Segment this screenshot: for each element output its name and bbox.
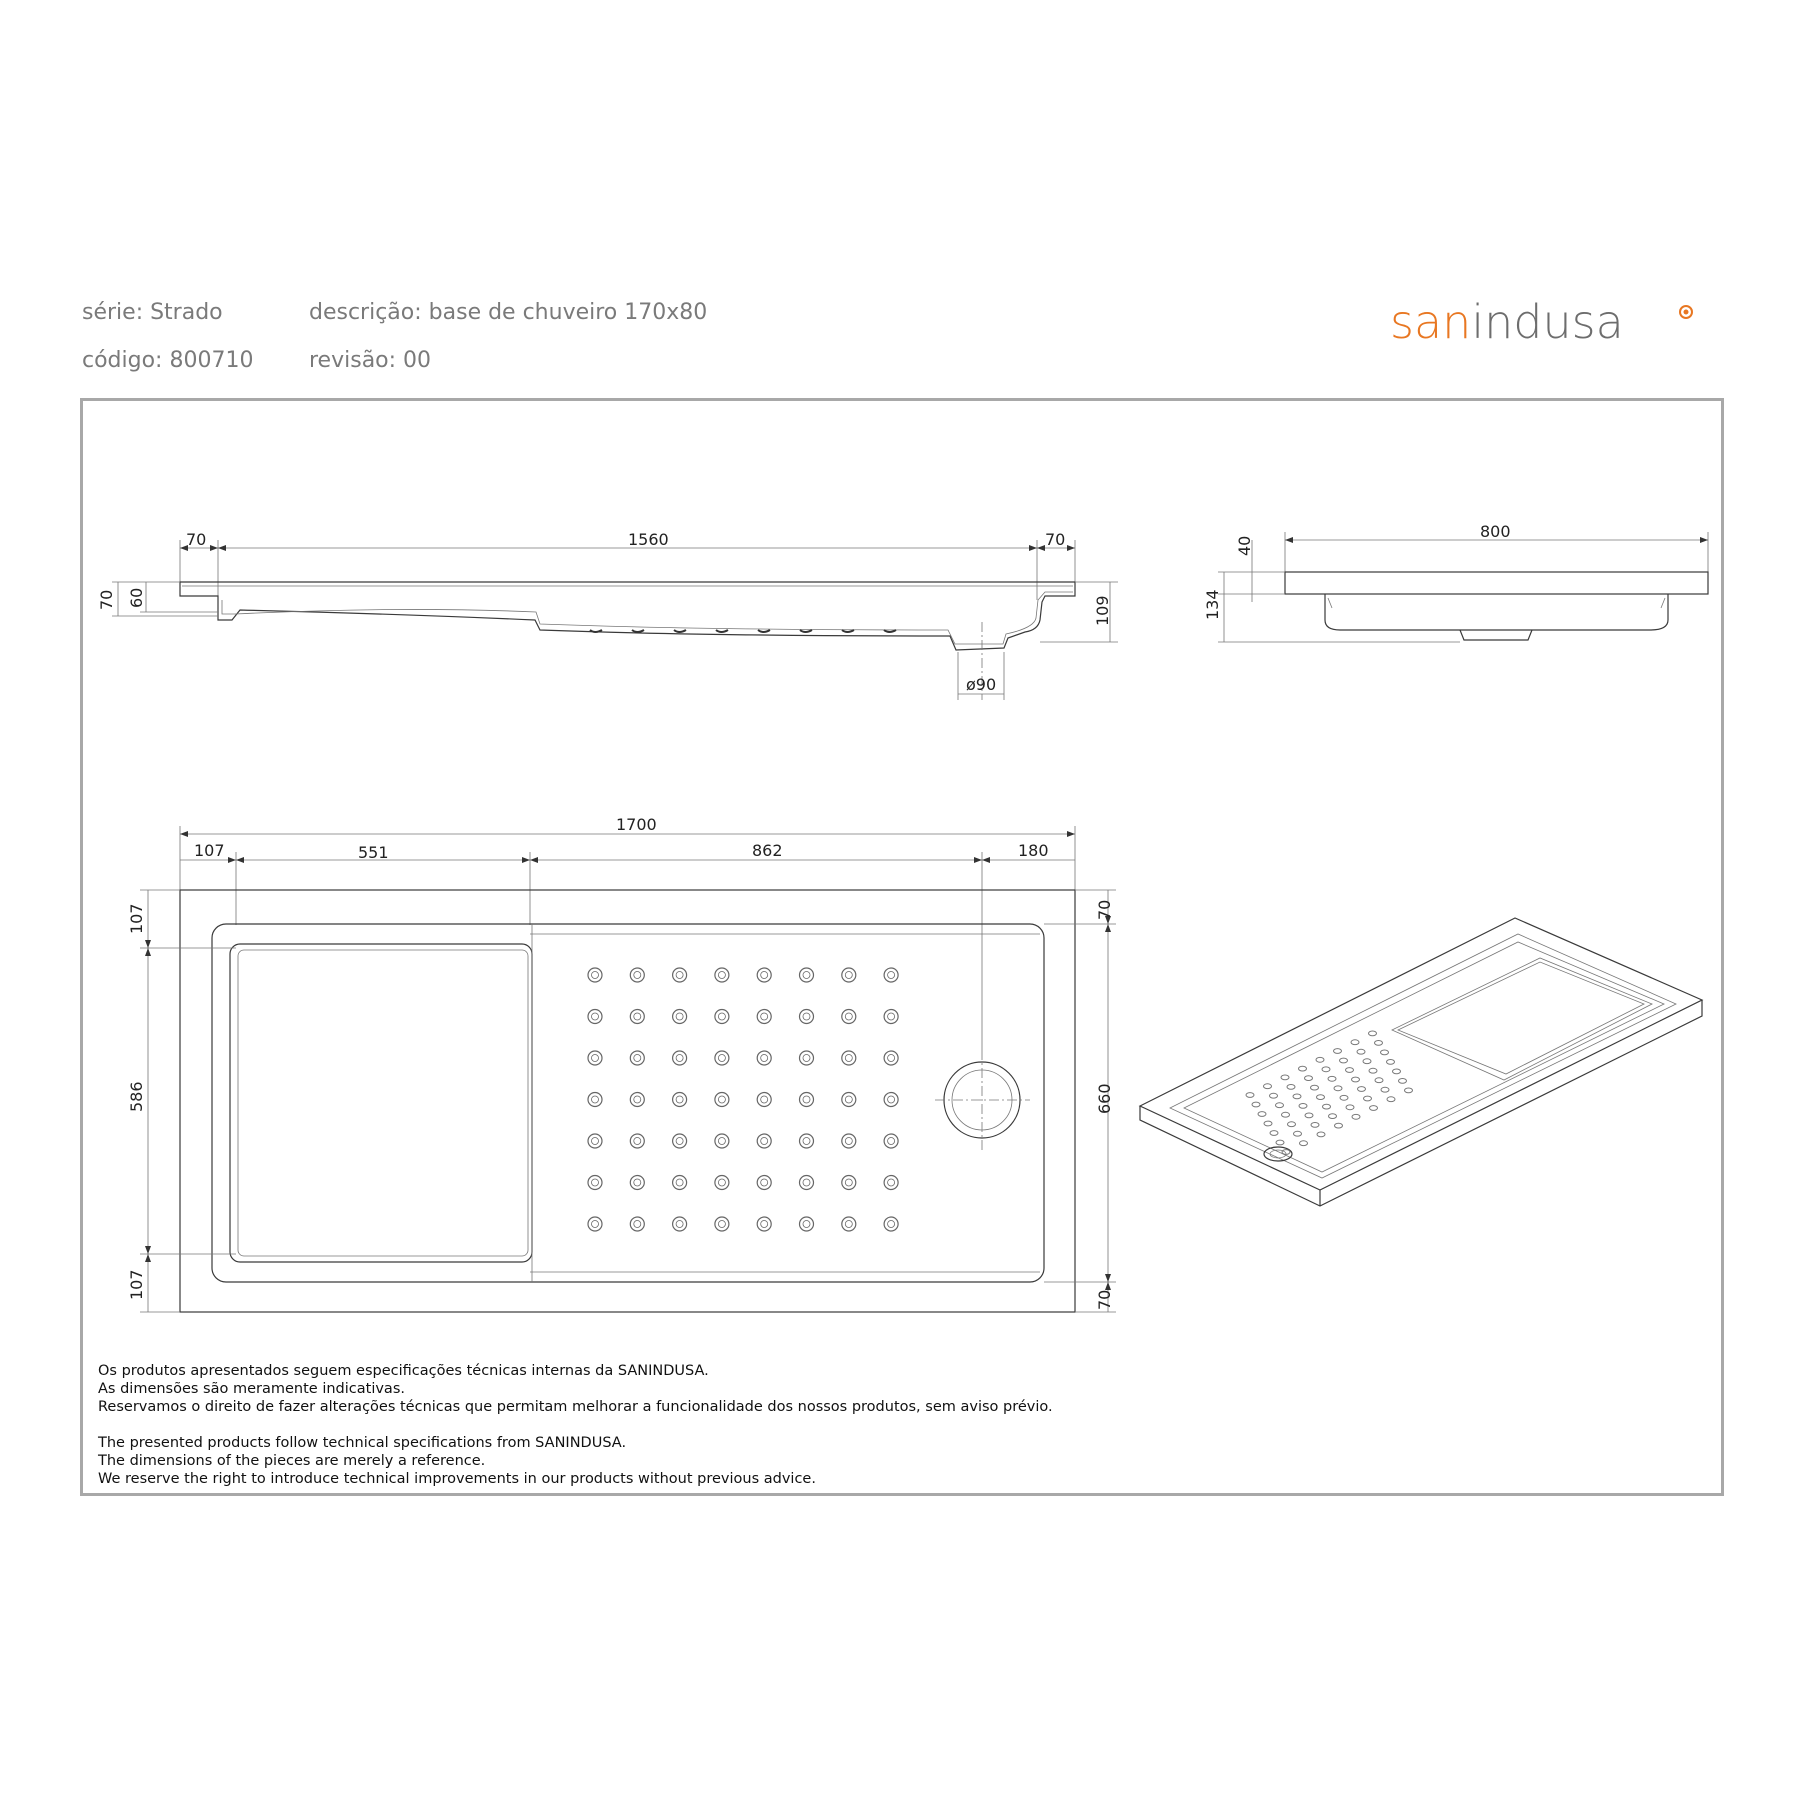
logo-part-indusa: indusa: [1471, 295, 1624, 349]
dot-inner: [592, 1221, 599, 1228]
code-label: código: 800710: [82, 348, 254, 373]
dim-end-top: 800: [1480, 522, 1511, 541]
iso-dot: [1399, 1079, 1407, 1084]
dim-plan-c: 862: [752, 841, 783, 860]
iso-dot: [1346, 1068, 1354, 1073]
dot-inner: [592, 1138, 599, 1145]
dot: [842, 1093, 856, 1107]
dot: [884, 1176, 898, 1190]
dot: [884, 1051, 898, 1065]
dot-inner: [888, 1055, 895, 1062]
dim-plan-right-top: 70: [1095, 899, 1114, 920]
dot-inner: [845, 1138, 852, 1145]
anti-slip-dots: [588, 968, 898, 1231]
dot: [715, 968, 729, 982]
iso-dot: [1293, 1094, 1301, 1099]
dot: [630, 1010, 644, 1024]
dot: [884, 968, 898, 982]
dot: [842, 1010, 856, 1024]
dot-inner: [592, 972, 599, 979]
dim-plan-right-bottom: 70: [1095, 1289, 1114, 1310]
dot: [715, 1051, 729, 1065]
dot: [800, 1093, 814, 1107]
dot-inner: [888, 1013, 895, 1020]
dot: [757, 1010, 771, 1024]
iso-dot: [1317, 1132, 1325, 1137]
dot: [800, 1217, 814, 1231]
dot: [800, 1134, 814, 1148]
iso-dot: [1276, 1103, 1284, 1108]
dim-drain-diameter: ø90: [966, 675, 997, 694]
dim-side-top-right: 70: [1045, 530, 1066, 549]
iso-dot: [1311, 1085, 1319, 1090]
iso-dot: [1370, 1106, 1378, 1111]
dot: [757, 1093, 771, 1107]
iso-dot: [1299, 1066, 1307, 1071]
note-pt-3: Reservamos o direito de fazer alterações técnicas que permitam melhorar a funcionalidade dos nossos produtos, sem aviso prévio.: [98, 1399, 1053, 1415]
dot-inner: [888, 1138, 895, 1145]
dim-plan-right-mid: 660: [1095, 1083, 1114, 1114]
dot: [842, 1134, 856, 1148]
dot: [673, 1093, 687, 1107]
dot-inner: [845, 1055, 852, 1062]
dot-inner: [676, 1138, 683, 1145]
iso-dot: [1381, 1087, 1389, 1092]
dot: [673, 1134, 687, 1148]
note-pt-2: As dimensões são meramente indicativas.: [98, 1381, 405, 1397]
dot: [842, 1176, 856, 1190]
dot: [715, 1134, 729, 1148]
dim-side-left-inner: 60: [127, 587, 146, 608]
dot-inner: [803, 1179, 810, 1186]
dot: [673, 1051, 687, 1065]
dot: [673, 1176, 687, 1190]
dot-inner: [761, 1179, 768, 1186]
dot-inner: [761, 1221, 768, 1228]
iso-dot: [1252, 1102, 1260, 1107]
dot-inner: [718, 1013, 725, 1020]
dot: [757, 1051, 771, 1065]
iso-dot: [1317, 1095, 1325, 1100]
dot-inner: [592, 1013, 599, 1020]
dot-inner: [676, 1096, 683, 1103]
dot: [800, 1176, 814, 1190]
dot: [673, 1010, 687, 1024]
dot-inner: [718, 1096, 725, 1103]
dot-inner: [761, 1013, 768, 1020]
iso-dot: [1288, 1122, 1296, 1127]
dot-inner: [761, 972, 768, 979]
dot: [715, 1010, 729, 1024]
logo-part-san: san: [1390, 295, 1472, 349]
dot-inner: [718, 1179, 725, 1186]
dot-inner: [803, 1096, 810, 1103]
isometric-view: [1140, 918, 1702, 1206]
iso-dot: [1387, 1060, 1395, 1065]
dot: [630, 1217, 644, 1231]
iso-dot: [1300, 1141, 1308, 1146]
dot: [588, 1093, 602, 1107]
iso-dot: [1357, 1049, 1365, 1054]
dot-inner: [845, 1179, 852, 1186]
dot-inner: [845, 1013, 852, 1020]
dot-inner: [761, 1138, 768, 1145]
dot-inner: [634, 1055, 641, 1062]
dot: [884, 1134, 898, 1148]
description-label: descrição: base de chuveiro 170x80: [309, 300, 708, 325]
iso-dot: [1282, 1112, 1290, 1117]
dot: [630, 968, 644, 982]
iso-dot: [1346, 1105, 1354, 1110]
dot-inner: [803, 1013, 810, 1020]
dim-plan-left-bottom: 107: [127, 1269, 146, 1300]
iso-dot: [1375, 1041, 1383, 1046]
revision-label: revisão: 00: [309, 348, 432, 373]
dot-inner: [803, 1055, 810, 1062]
dot: [588, 1134, 602, 1148]
dot: [630, 1093, 644, 1107]
notes-portuguese: [98, 1362, 1053, 1416]
dot: [588, 1176, 602, 1190]
iso-dot: [1358, 1087, 1366, 1092]
dot-inner: [803, 1138, 810, 1145]
note-en-2: The dimensions of the pieces are merely a reference.: [98, 1453, 486, 1469]
iso-dot: [1351, 1040, 1359, 1045]
dot-inner: [592, 1055, 599, 1062]
iso-dot: [1276, 1140, 1284, 1145]
iso-dot: [1305, 1113, 1313, 1118]
iso-dot: [1335, 1123, 1343, 1128]
dot-inner: [718, 1138, 725, 1145]
dot: [588, 968, 602, 982]
dot-inner: [592, 1096, 599, 1103]
iso-dot: [1363, 1059, 1371, 1064]
iso-dot: [1405, 1088, 1413, 1093]
end-elevation: [1203, 522, 1708, 642]
plan-view: [127, 815, 1116, 1312]
dot-inner: [676, 1013, 683, 1020]
side-elevation: [97, 530, 1118, 700]
dot: [757, 1176, 771, 1190]
note-en-3: We reserve the right to introduce technical improvements in our products without previous advice.: [98, 1471, 816, 1487]
dot: [884, 1010, 898, 1024]
dot-inner: [634, 972, 641, 979]
iso-dot: [1328, 1076, 1336, 1081]
series-label: série: Strado: [82, 300, 223, 325]
iso-dot: [1258, 1112, 1266, 1117]
dot: [588, 1051, 602, 1065]
dot-inner: [803, 1221, 810, 1228]
dot-inner: [718, 1221, 725, 1228]
iso-dot: [1364, 1096, 1372, 1101]
dot: [884, 1093, 898, 1107]
iso-dot: [1381, 1050, 1389, 1055]
iso-dot: [1393, 1069, 1401, 1074]
dot: [715, 1176, 729, 1190]
note-en-1: The presented products follow technical specifications from SANINDUSA.: [98, 1435, 627, 1451]
dot-inner: [845, 1096, 852, 1103]
dot-inner: [634, 1013, 641, 1020]
note-pt-1: Os produtos apresentados seguem especificações técnicas internas da SANINDUSA.: [98, 1363, 709, 1379]
dim-plan-left-top: 107: [127, 903, 146, 934]
iso-dot: [1322, 1067, 1330, 1072]
dot: [588, 1217, 602, 1231]
dim-side-top-mid: 1560: [628, 530, 669, 549]
iso-dot: [1340, 1058, 1348, 1063]
iso-dot: [1311, 1123, 1319, 1128]
dot-inner: [634, 1096, 641, 1103]
dot: [842, 968, 856, 982]
dot: [842, 1051, 856, 1065]
dot-inner: [803, 972, 810, 979]
iso-dot: [1264, 1084, 1272, 1089]
dot: [884, 1217, 898, 1231]
dot: [630, 1051, 644, 1065]
dot-inner: [676, 972, 683, 979]
dim-side-left-outer: 70: [97, 589, 116, 610]
dot-inner: [845, 1221, 852, 1228]
dim-plan-left-mid: 586: [127, 1081, 146, 1112]
iso-dot: [1281, 1075, 1289, 1080]
dot: [800, 1010, 814, 1024]
dot-inner: [761, 1096, 768, 1103]
dot-inner: [676, 1221, 683, 1228]
dot: [673, 1217, 687, 1231]
dim-plan-b: 551: [358, 843, 389, 862]
iso-dot: [1270, 1093, 1278, 1098]
dim-plan-total: 1700: [616, 815, 657, 834]
iso-dot: [1329, 1114, 1337, 1119]
dot-inner: [676, 1055, 683, 1062]
dot-inner: [634, 1138, 641, 1145]
dim-end-rim: 40: [1235, 535, 1254, 556]
dot-inner: [592, 1179, 599, 1186]
dot: [715, 1093, 729, 1107]
dot: [800, 968, 814, 982]
iso-dot: [1299, 1104, 1307, 1109]
dim-end-height: 134: [1203, 589, 1222, 620]
iso-dot: [1334, 1049, 1342, 1054]
iso-dot: [1375, 1078, 1383, 1083]
iso-dot: [1369, 1068, 1377, 1073]
dot-inner: [718, 972, 725, 979]
dot: [630, 1134, 644, 1148]
dot-inner: [676, 1179, 683, 1186]
iso-dot: [1352, 1114, 1360, 1119]
iso-dot: [1270, 1131, 1278, 1136]
iso-dot: [1352, 1077, 1360, 1082]
iso-dot: [1323, 1104, 1331, 1109]
iso-anti-slip-dots: [1246, 1031, 1413, 1154]
dot-inner: [634, 1221, 641, 1228]
dot: [630, 1176, 644, 1190]
dot-inner: [634, 1179, 641, 1186]
dot-inner: [888, 1179, 895, 1186]
dim-side-right: 109: [1093, 595, 1112, 626]
iso-dot: [1287, 1085, 1295, 1090]
dot-inner: [761, 1055, 768, 1062]
dot: [800, 1051, 814, 1065]
dot-inner: [888, 1096, 895, 1103]
iso-dot: [1387, 1097, 1395, 1102]
dim-plan-a: 107: [194, 841, 225, 860]
dim-side-top-left: 70: [186, 530, 207, 549]
iso-dot: [1305, 1076, 1313, 1081]
dot-inner: [718, 1055, 725, 1062]
dot-inner: [845, 972, 852, 979]
dot: [715, 1217, 729, 1231]
dim-plan-d: 180: [1018, 841, 1049, 860]
dot: [588, 1010, 602, 1024]
iso-dot: [1246, 1093, 1254, 1098]
dot: [757, 1217, 771, 1231]
iso-dot: [1294, 1131, 1302, 1136]
iso-dot: [1264, 1121, 1272, 1126]
dot: [757, 1134, 771, 1148]
dot: [673, 968, 687, 982]
iso-dot: [1334, 1086, 1342, 1091]
dot: [842, 1217, 856, 1231]
iso-dot: [1369, 1031, 1377, 1036]
iso-dot: [1316, 1057, 1324, 1062]
dot-inner: [888, 972, 895, 979]
notes-english: [98, 1434, 816, 1488]
dot-inner: [888, 1221, 895, 1228]
dot: [757, 968, 771, 982]
iso-dot: [1340, 1095, 1348, 1100]
